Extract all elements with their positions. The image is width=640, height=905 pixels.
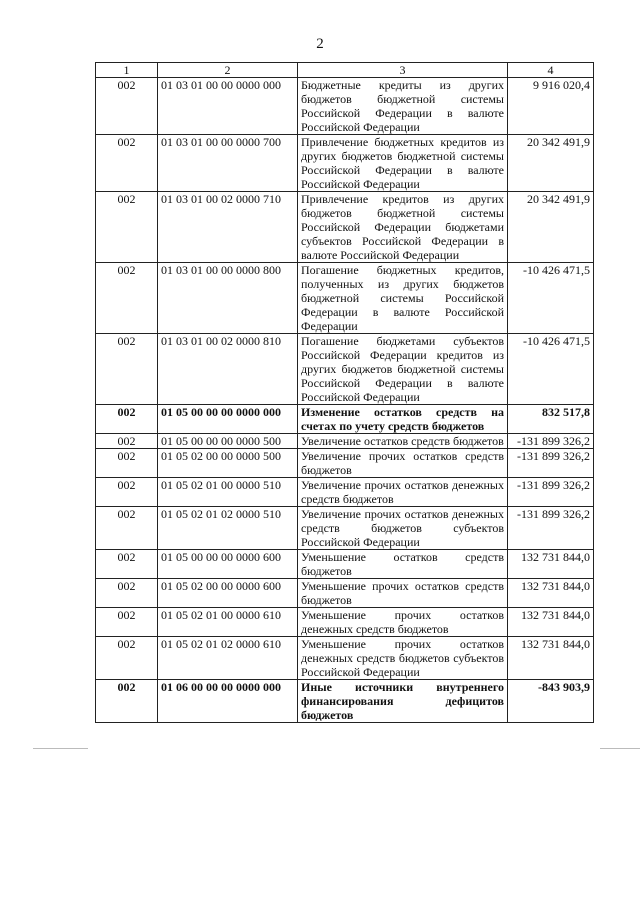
- code-cell: 002: [96, 334, 158, 405]
- table-row: [96, 550, 594, 579]
- column-header: 3: [298, 63, 508, 78]
- table-row: [96, 405, 594, 434]
- column-header: 4: [508, 63, 594, 78]
- kbk-code-cell: 01 03 01 00 02 0000 710: [158, 192, 298, 263]
- amount-cell: 832 517,8: [508, 405, 594, 434]
- code-cell: 002: [96, 449, 158, 478]
- code-cell: 002: [96, 478, 158, 507]
- code-cell: 002: [96, 637, 158, 680]
- kbk-code-cell: 01 05 02 01 00 0000 610: [158, 608, 298, 637]
- amount-cell: -10 426 471,5: [508, 334, 594, 405]
- amount-cell: 9 916 020,4: [508, 78, 594, 135]
- amount-cell: 20 342 491,9: [508, 135, 594, 192]
- table-row: [96, 449, 594, 478]
- table-row: [96, 434, 594, 449]
- amount-cell: 132 731 844,0: [508, 579, 594, 608]
- scan-artifact-line: [33, 748, 88, 749]
- scan-artifact-line: [600, 748, 640, 749]
- table-row: [96, 478, 594, 507]
- code-cell: 002: [96, 507, 158, 550]
- description-cell: Уменьшение прочих остатков денежных средств бюджетов: [298, 608, 508, 637]
- kbk-code-cell: 01 05 00 00 00 0000 600: [158, 550, 298, 579]
- code-cell: 002: [96, 579, 158, 608]
- column-header: 2: [158, 63, 298, 78]
- code-cell: 002: [96, 405, 158, 434]
- table-row: [96, 637, 594, 680]
- code-cell: 002: [96, 680, 158, 723]
- amount-cell: -131 899 326,2: [508, 449, 594, 478]
- description-cell: Погашение бюджетами субъектов Российской Федерации кредитов из других бюджетов бюджетной системы Российской Федерации в валюте Российской Федерации: [298, 334, 508, 405]
- table-row: [96, 579, 594, 608]
- table-row: [96, 608, 594, 637]
- column-number-row: [96, 63, 594, 78]
- kbk-code-cell: 01 05 02 01 02 0000 610: [158, 637, 298, 680]
- kbk-code-cell: 01 05 00 00 00 0000 000: [158, 405, 298, 434]
- description-cell: Привлечение кредитов из других бюджетов бюджетной системы Российской Федерации бюджетами субъектов Российской Федерации в валюте Российской Федерации: [298, 192, 508, 263]
- kbk-code-cell: 01 05 00 00 00 0000 500: [158, 434, 298, 449]
- amount-cell: 20 342 491,9: [508, 192, 594, 263]
- kbk-code-cell: 01 05 02 00 00 0000 600: [158, 579, 298, 608]
- table-row: [96, 680, 594, 723]
- description-cell: Уменьшение остатков средств бюджетов: [298, 550, 508, 579]
- description-cell: Привлечение бюджетных кредитов из других бюджетов бюджетной системы Российской Федерации в валюте Российской Федерации: [298, 135, 508, 192]
- code-cell: 002: [96, 135, 158, 192]
- kbk-code-cell: 01 03 01 00 00 0000 800: [158, 263, 298, 334]
- kbk-code-cell: 01 05 02 00 00 0000 500: [158, 449, 298, 478]
- amount-cell: 132 731 844,0: [508, 550, 594, 579]
- description-cell: Погашение бюджетных кредитов, полученных из других бюджетов бюджетной системы Российской Федерации в валюте Российской Федерации: [298, 263, 508, 334]
- code-cell: 002: [96, 608, 158, 637]
- kbk-code-cell: 01 03 01 00 00 0000 700: [158, 135, 298, 192]
- table-row: [96, 507, 594, 550]
- amount-cell: -131 899 326,2: [508, 434, 594, 449]
- description-cell: Бюджетные кредиты из других бюджетов бюджетной системы Российской Федерации в валюте Российской Федерации: [298, 78, 508, 135]
- kbk-code-cell: 01 03 01 00 00 0000 000: [158, 78, 298, 135]
- description-cell: Увеличение прочих остатков денежных средств бюджетов: [298, 478, 508, 507]
- code-cell: 002: [96, 192, 158, 263]
- budget-sources-table: [95, 62, 594, 723]
- amount-cell: -131 899 326,2: [508, 507, 594, 550]
- column-header: 1: [96, 63, 158, 78]
- description-cell: Изменение остатков средств на счетах по учету средств бюджетов: [298, 405, 508, 434]
- description-cell: Увеличение остатков средств бюджетов: [298, 434, 508, 449]
- kbk-code-cell: 01 05 02 01 00 0000 510: [158, 478, 298, 507]
- kbk-code-cell: 01 03 01 00 02 0000 810: [158, 334, 298, 405]
- table-row: [96, 78, 594, 135]
- amount-cell: -843 903,9: [508, 680, 594, 723]
- code-cell: 002: [96, 550, 158, 579]
- description-cell: Иные источники внутреннего финансирования дефицитов бюджетов: [298, 680, 508, 723]
- table-row: [96, 334, 594, 405]
- code-cell: 002: [96, 263, 158, 334]
- description-cell: Увеличение прочих остатков средств бюджетов: [298, 449, 508, 478]
- table-row: [96, 192, 594, 263]
- description-cell: Уменьшение прочих остатков средств бюджетов: [298, 579, 508, 608]
- amount-cell: 132 731 844,0: [508, 637, 594, 680]
- code-cell: 002: [96, 78, 158, 135]
- table-row: [96, 135, 594, 192]
- amount-cell: -131 899 326,2: [508, 478, 594, 507]
- amount-cell: 132 731 844,0: [508, 608, 594, 637]
- code-cell: 002: [96, 434, 158, 449]
- page-number: 2: [316, 36, 324, 52]
- kbk-code-cell: 01 05 02 01 02 0000 510: [158, 507, 298, 550]
- description-cell: Увеличение прочих остатков денежных средств бюджетов субъектов Российской Федерации: [298, 507, 508, 550]
- kbk-code-cell: 01 06 00 00 00 0000 000: [158, 680, 298, 723]
- amount-cell: -10 426 471,5: [508, 263, 594, 334]
- description-cell: Уменьшение прочих остатков денежных средств бюджетов субъектов Российской Федерации: [298, 637, 508, 680]
- table-row: [96, 263, 594, 334]
